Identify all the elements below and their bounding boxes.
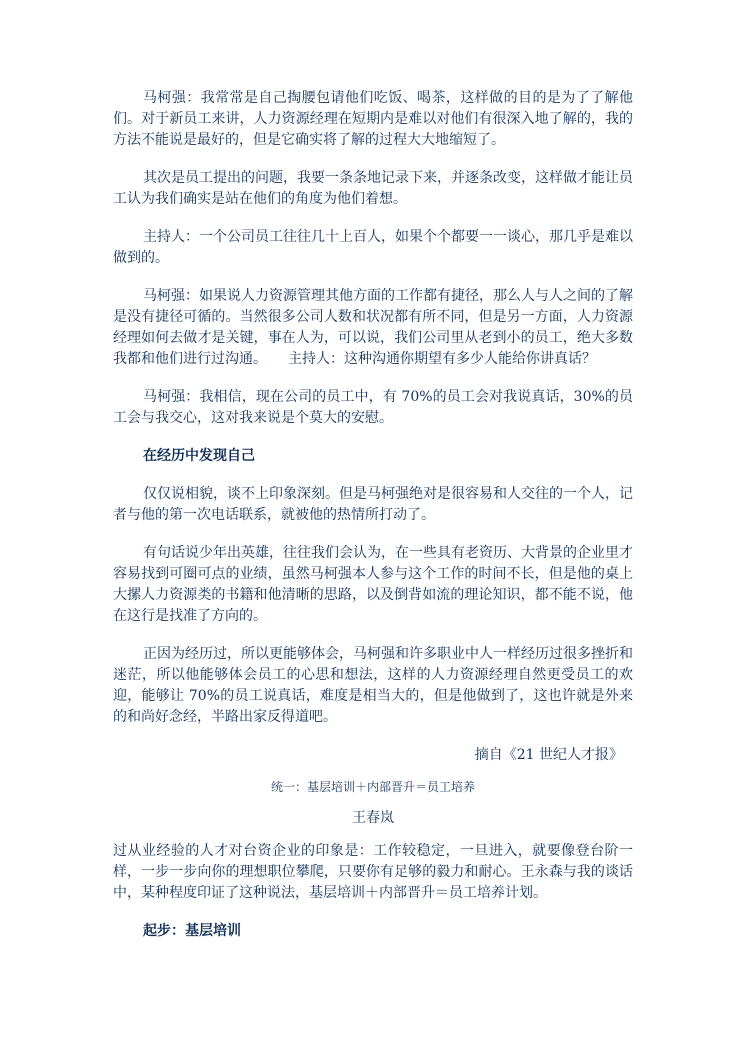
paragraph-host-question-1: 主持人：一个公司员工往往几十上百人，如果个个都要一一谈心，那几乎是难以做到的。 [113, 229, 633, 266]
article-author: 王春岚 [352, 810, 394, 826]
section-heading-basic-training: 起步：基层培训 [143, 923, 241, 939]
paragraph-appearance: 仅仅说相貌，谈不上印象深刻。但是马柯强绝对是很容易和人交往的一个人，记者与他的第一次电话联系，就被他的热情所打动了。 [113, 486, 633, 523]
paragraph-taiwan-enterprise: 过从业经验的人才对台资企业的印象是：工作较稳定，一旦进入，就要像登台阶一样，一步一步向你的理想职位攀爬，只要你有足够的毅力和耐心。王永森与我的谈话中，某种程度印证了这种说法，基层培训＋内部晋升＝员工培养计划。 [113, 843, 633, 901]
paragraph-no-shortcut: 马柯强：如果说人力资源管理其他方面的工作都有捷径，那么人与人之间的了解是没有捷径可循的。当然很多公司人数和状况都有所不同，但是另一方面，人力资源经理如何去做才是关键，事在人为，可以说，我们公司里从老到小的员工，绝大多数我都和他们进行过沟通。 主持人：这种沟通你期望有多少人能给你讲真话？ [113, 288, 633, 367]
paragraph-ma-keqiang-meals: 马柯强：我常常是自己掏腰包请他们吃饭、喝茶，这样做的目的是为了了解他们。对于新员工来讲，人力资源经理在短期内是难以对他们有很深入地了解的，我的方法不能说是最好的，但是它确实将了解的过程大大地缩短了。 [113, 90, 633, 148]
source-citation: 摘自《21 世纪人才报》 [474, 747, 623, 763]
paragraph-young-hero: 有句话说少年出英雄，往往我们会认为，在一些具有老资历、大背景的企业里才容易找到可圈可点的业绩，虽然马柯强本人参与这个工作的时间不长，但是他的桌上大摞人力资源类的书籍和他清晰的思路，以及倒背如流的理论知识，都不能不说，他在这行是找准了方向的。 [113, 545, 633, 624]
paragraph-seventy-percent: 马柯强：我相信，现在公司的员工中，有 70%的员工会对我说真话，30%的员工会与我交心，这对我来说是个莫大的安慰。 [113, 389, 633, 426]
paragraph-record-issues: 其次是员工提出的问题，我要一条条地记录下来，并逐条改变，这样做才能让员工认为我们确实是站在他们的角度为他们着想。 [113, 170, 633, 207]
section-heading-experience: 在经历中发现自己 [143, 448, 255, 464]
document-page [113, 88, 633, 942]
article-title: 统一：基层培训＋内部晋升＝员工培养 [270, 780, 475, 794]
paragraph-experience: 正因为经历过，所以更能够体会，马柯强和许多职业中人一样经历过很多挫折和迷茫，所以他能够体会员工的心思和想法，这样的人力资源经理自然更受员工的欢迎，能够让 70%的员工说真话，难度是相当大的，但是他做到了，这也许就是外来的和尚好念经，半路出家反得道吧。 [113, 646, 633, 725]
